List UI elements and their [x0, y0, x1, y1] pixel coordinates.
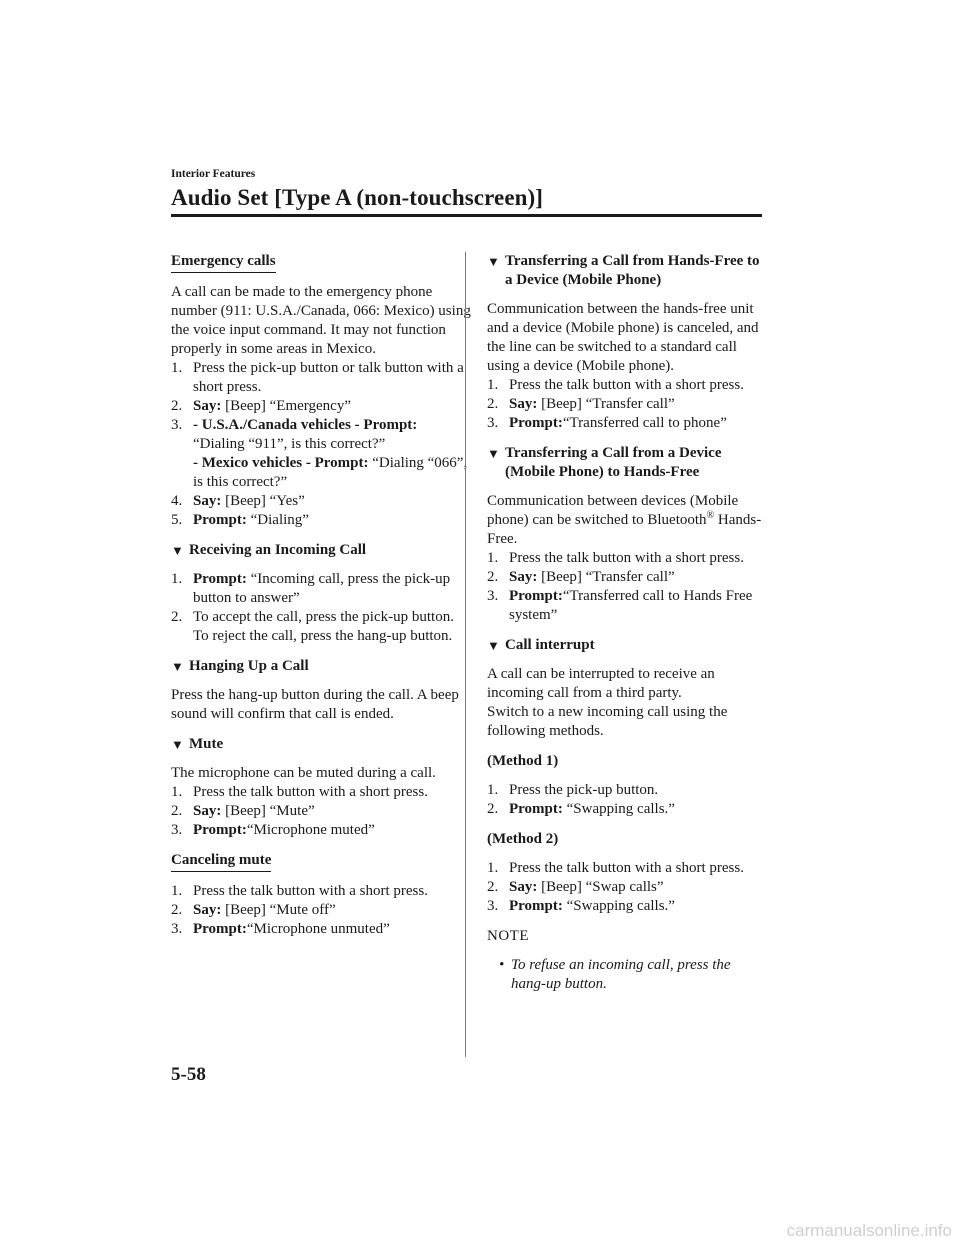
- watermark: carmanualsonline.info: [786, 1221, 952, 1240]
- interrupt-paragraph: A call can be interrupted to receive an incoming call from a third party.: [487, 666, 715, 701]
- method-1-steps: [487, 781, 767, 819]
- step-number: 3.: [487, 898, 499, 914]
- cancel-mute-steps: [171, 882, 471, 939]
- step-text: Press the talk button with a short press.: [193, 883, 428, 899]
- list-item: [171, 570, 471, 608]
- method-2-steps: [487, 859, 767, 916]
- triangle-icon: ▼: [171, 737, 184, 752]
- list-item: [487, 587, 767, 625]
- triangle-icon: ▼: [171, 543, 184, 558]
- right-column: [487, 252, 767, 994]
- canceling-mute-heading: Canceling mute: [171, 851, 271, 872]
- list-item: [171, 359, 471, 397]
- step-text: [Beep] “Mute off”: [221, 902, 336, 918]
- list-item: [487, 376, 767, 395]
- step-number: 1.: [171, 571, 183, 587]
- method-2-label: (Method 2): [487, 831, 559, 847]
- step-number: 5.: [171, 512, 183, 528]
- step-number: 3.: [171, 921, 183, 937]
- heading-text: Receiving an Incoming Call: [189, 542, 367, 558]
- step-label: Say:: [509, 879, 538, 895]
- step-number: 3.: [487, 415, 499, 431]
- step-number: 4.: [171, 493, 183, 509]
- step-number: 3.: [171, 417, 183, 433]
- step-text: Press the talk button with a short press.: [509, 860, 744, 876]
- step-number: 2.: [171, 398, 183, 414]
- step-text: To reject the call, press the hang-up button.: [193, 628, 453, 644]
- column-divider: [465, 252, 466, 1057]
- triangle-icon: ▼: [487, 446, 500, 461]
- list-item: [171, 901, 471, 920]
- list-item: [487, 414, 767, 433]
- transfer-to-device-steps: [487, 376, 767, 433]
- list-item: [171, 511, 471, 530]
- method-1-label: (Method 1): [487, 753, 559, 769]
- transfer-to-handsfree-heading: [487, 444, 767, 482]
- triangle-icon: ▼: [487, 254, 500, 269]
- step-number: 2.: [171, 609, 183, 625]
- hanging-up-heading: [171, 657, 471, 676]
- note-text: To refuse an incoming call, press the hang-up button.: [511, 957, 731, 992]
- list-item: [171, 802, 471, 821]
- step-text: “Dialing “911”, is this correct?”: [193, 436, 386, 452]
- list-item: [171, 920, 471, 939]
- receiving-call-heading: [171, 541, 471, 560]
- list-item: [487, 549, 767, 568]
- step-text: “Incoming call, press the pick-up button to answer”: [193, 571, 451, 606]
- step-text: Press the pick-up button or talk button with a short press.: [193, 360, 464, 395]
- step-number: 1.: [171, 883, 183, 899]
- mute-heading: [171, 735, 471, 754]
- step-text: [Beep] “Transfer call”: [537, 396, 675, 412]
- mute-paragraph: The microphone can be muted during a call.: [171, 765, 436, 781]
- step-label: Say:: [509, 396, 538, 412]
- list-item: [171, 608, 471, 646]
- list-item: [171, 882, 471, 901]
- step-number: 2.: [487, 879, 499, 895]
- step-label: Prompt:: [509, 801, 563, 817]
- emergency-steps: [171, 359, 471, 530]
- list-item: [171, 492, 471, 511]
- step-text: [Beep] “Emergency”: [221, 398, 351, 414]
- transfer-to-device-heading: [487, 252, 767, 290]
- note-label: NOTE: [487, 928, 529, 944]
- list-item: [487, 800, 767, 819]
- step-text: Press the talk button with a short press.: [509, 550, 744, 566]
- heading-text: Transferring a Call from Hands-Free to a Device (Mobile Phone): [505, 253, 760, 288]
- transfer-to-handsfree-paragraph: [487, 492, 767, 549]
- step-label: Say:: [193, 902, 222, 918]
- step-label: - U.S.A./Canada vehicles - Prompt:: [193, 417, 418, 433]
- step-label: Say:: [193, 803, 222, 819]
- list-item: [487, 395, 767, 414]
- step-text: “Transferred call to Hands Free system”: [509, 588, 753, 623]
- step-number: 3.: [487, 588, 499, 604]
- emergency-paragraph: A call can be made to the emergency phone number (911: U.S.A./Canada, 066: Mexico) using the voice input command. It may not function properly in some areas in Mexico.: [171, 284, 471, 357]
- left-column: [171, 252, 471, 939]
- step-number: 1.: [171, 784, 183, 800]
- list-item: [171, 397, 471, 416]
- step-label: - Mexico vehicles - Prompt:: [193, 455, 369, 471]
- step-label: Prompt:: [509, 588, 563, 604]
- step-text: “Swapping calls.”: [562, 898, 675, 914]
- list-item: [487, 781, 767, 800]
- step-number: 2.: [487, 396, 499, 412]
- step-number: 2.: [171, 902, 183, 918]
- registered-mark: ®: [706, 510, 715, 521]
- step-label: Prompt:: [193, 571, 247, 587]
- list-item: [487, 859, 767, 878]
- heading-text: Hanging Up a Call: [189, 658, 309, 674]
- note-item: [487, 956, 767, 994]
- step-text: Press the pick-up button.: [509, 782, 659, 798]
- step-number: 1.: [487, 782, 499, 798]
- triangle-icon: ▼: [487, 638, 500, 653]
- step-text: “Swapping calls.”: [562, 801, 675, 817]
- step-text: “Dialing “066”, is this correct?”: [193, 455, 468, 490]
- step-number: 2.: [487, 801, 499, 817]
- step-number: 2.: [487, 569, 499, 585]
- list-item: [171, 416, 471, 492]
- step-text: Press the talk button with a short press.: [509, 377, 744, 393]
- step-text: [Beep] “Mute”: [221, 803, 315, 819]
- heading-text: Mute: [189, 736, 224, 752]
- list-item: [487, 878, 767, 897]
- emergency-calls-heading: Emergency calls: [171, 252, 276, 273]
- triangle-icon: ▼: [171, 659, 184, 674]
- list-item: [171, 783, 471, 802]
- transfer-to-device-paragraph: Communication between the hands-free unit and a device (Mobile phone) is canceled, and the line can be switched to a standard call using a device (Mobile phone).: [487, 301, 759, 374]
- step-label: Prompt:: [193, 921, 247, 937]
- step-label: Say:: [193, 493, 222, 509]
- heading-text: Transferring a Call from a Device (Mobile Phone) to Hands-Free: [505, 445, 722, 480]
- step-text: “Microphone muted”: [246, 822, 375, 838]
- step-label: Say:: [509, 569, 538, 585]
- transfer-to-handsfree-steps: [487, 549, 767, 625]
- step-label: Say:: [193, 398, 222, 414]
- step-number: 2.: [171, 803, 183, 819]
- receiving-steps: [171, 570, 471, 646]
- section-label: Interior Features: [171, 168, 256, 180]
- page-title: Audio Set [Type A (non-touchscreen)]: [171, 185, 544, 210]
- interrupt-paragraph-2: Switch to a new incoming call using the following methods.: [487, 704, 728, 739]
- step-label: Prompt:: [509, 898, 563, 914]
- heading-text: Call interrupt: [505, 637, 595, 653]
- step-number: 1.: [487, 377, 499, 393]
- header-rule: [171, 214, 762, 217]
- step-label: Prompt:: [509, 415, 563, 431]
- step-text: “Dialing”: [246, 512, 309, 528]
- step-number: 1.: [487, 550, 499, 566]
- step-text: [Beep] “Yes”: [221, 493, 305, 509]
- list-item: [487, 897, 767, 916]
- hanging-up-paragraph: Press the hang-up button during the call. A beep sound will confirm that call is ended.: [171, 687, 459, 722]
- mute-steps: [171, 783, 471, 840]
- list-item: [171, 821, 471, 840]
- step-label: Prompt:: [193, 512, 247, 528]
- step-number: 1.: [487, 860, 499, 876]
- step-number: 1.: [171, 360, 183, 376]
- step-text: [Beep] “Transfer call”: [537, 569, 675, 585]
- step-text: To accept the call, press the pick-up button.: [193, 609, 454, 625]
- step-label: Prompt:: [193, 822, 247, 838]
- paragraph-text: Communication between devices (Mobile phone) can be switched to Bluetooth: [487, 493, 739, 528]
- list-item: [487, 568, 767, 587]
- step-text: [Beep] “Swap calls”: [537, 879, 664, 895]
- step-text: Press the talk button with a short press.: [193, 784, 428, 800]
- bullet-icon: •: [499, 957, 505, 973]
- paragraph-text: Hands-Free.: [487, 512, 762, 547]
- page-number: 5-58: [171, 1064, 206, 1085]
- step-text: “Transferred call to phone”: [562, 415, 727, 431]
- step-number: 3.: [171, 822, 183, 838]
- call-interrupt-heading: [487, 636, 767, 655]
- step-text: “Microphone unmuted”: [246, 921, 390, 937]
